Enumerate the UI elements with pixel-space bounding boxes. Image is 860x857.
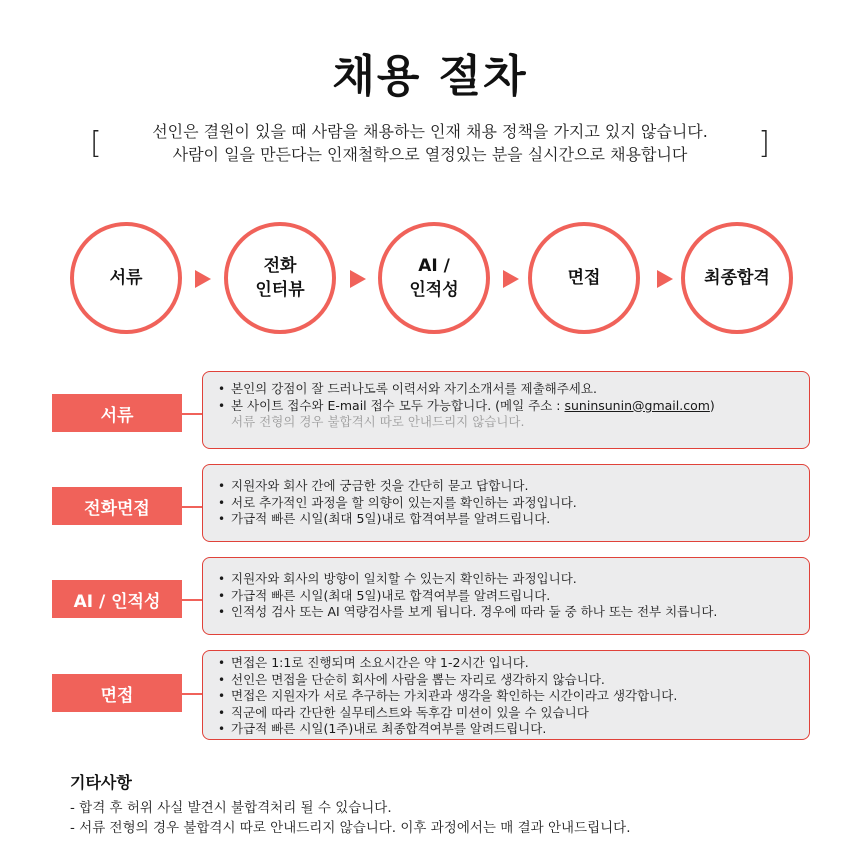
- bullet-icon: •: [218, 605, 226, 619]
- bullet-icon: •: [218, 382, 226, 396]
- bullet-icon: •: [218, 656, 226, 670]
- section-label: 면접: [52, 674, 182, 712]
- step-arrow-icon: [195, 270, 211, 288]
- bullet-icon: •: [218, 705, 226, 720]
- section-interview: [52, 650, 810, 740]
- step-circle-docs: [70, 222, 182, 334]
- detail-item: • 지원자와 회사 간에 궁금한 것을 간단히 묻고 답합니다.: [218, 478, 529, 493]
- detail-item: • 가급적 빠른 시일(1주)내로 최종합격여부를 알려드립니다.: [218, 721, 547, 736]
- detail-item: • 서로 추가적인 과정을 할 의향이 있는지를 확인하는 과정입니다.: [218, 494, 577, 510]
- connector-line: [182, 413, 202, 415]
- step-label: 면접: [567, 268, 601, 288]
- step-label: 인적성: [409, 280, 459, 300]
- detail-note: 서류 전형의 경우 불합격시 따로 안내드리지 않습니다.: [231, 414, 525, 429]
- connector-line: [182, 599, 202, 601]
- step-label: AI /: [418, 256, 450, 276]
- bullet-icon: •: [218, 495, 226, 510]
- bullet-icon: •: [218, 722, 226, 736]
- step-label: 서류: [109, 268, 143, 288]
- etc-list: [70, 798, 631, 838]
- step-circle-final: [681, 222, 793, 334]
- detail-item: • 직군에 따라 간단한 실무테스트와 독후감 미션이 있을 수 있습니다: [218, 704, 589, 720]
- section-phone: [52, 464, 810, 542]
- step-label: 전화: [263, 256, 297, 276]
- step-arrow-icon: [503, 270, 519, 288]
- process-steps: [0, 222, 860, 334]
- bullet-icon: •: [218, 588, 226, 603]
- step-arrow-icon: [350, 270, 366, 288]
- step-circle-interview: [528, 222, 640, 334]
- bullet-icon: •: [218, 572, 226, 586]
- etc-item: - 서류 전형의 경우 불합격시 따로 안내드리지 않습니다. 이후 과정에서는 매 결과 안내드립니다.: [70, 820, 631, 836]
- intro-line-2: 사람이 일을 만든다는 인재철학으로 열정있는 분을 실시간으로 채용합니다: [172, 145, 688, 164]
- section-ai: [52, 557, 810, 635]
- section-details-box: [202, 371, 810, 449]
- bullet-icon: •: [218, 689, 226, 703]
- section-details-box: [202, 557, 810, 635]
- intro-text: [112, 120, 748, 166]
- step-circle-ai: [378, 222, 490, 334]
- bullet-icon: •: [218, 398, 226, 413]
- connector-line: [182, 506, 202, 508]
- left-bracket: [: [90, 126, 102, 161]
- detail-item: • 본인의 강점이 잘 드러나도록 이력서와 자기소개서를 제출해주세요.: [218, 381, 597, 396]
- connector-line: [182, 693, 202, 695]
- detail-item: • 인적성 검사 또는 AI 역량검사를 보게 됩니다. 경우에 따라 둘 중 하나 또는 전부 치릅니다.: [218, 604, 718, 619]
- section-details-box: [202, 464, 810, 542]
- detail-item: • 가급적 빠른 시일(최대 5일)내로 합격여부를 알려드립니다.: [218, 511, 551, 526]
- bullet-icon: •: [218, 512, 226, 526]
- step-arrow-icon: [657, 270, 673, 288]
- detail-item: • 지원자와 회사의 방향이 일치할 수 있는지 확인하는 과정입니다.: [218, 571, 577, 586]
- step-label: 최종합격: [704, 268, 770, 288]
- section-label: AI / 인적성: [52, 580, 182, 618]
- intro-statement: [90, 120, 770, 168]
- section-label: 전화면접: [52, 487, 182, 525]
- step-circle-phone: [224, 222, 336, 334]
- section-label: 서류: [52, 394, 182, 432]
- detail-item: • 가급적 빠른 시일(최대 5일)내로 합격여부를 알려드립니다.: [218, 587, 551, 603]
- intro-line-1: 선인은 결원이 있을 때 사람을 채용하는 인재 채용 정책을 가지고 있지 않습니다.: [152, 122, 708, 141]
- section-docs: [52, 371, 810, 449]
- bullet-icon: •: [218, 672, 226, 687]
- etc-item: - 합격 후 허위 사실 발견시 불합격처리 될 수 있습니다.: [70, 800, 392, 816]
- detail-item: • 선인은 면접을 단순히 회사에 사람을 뽑는 자리로 생각하지 않습니다.: [218, 671, 605, 687]
- step-label: 인터뷰: [255, 280, 305, 300]
- page-title: 채용 절차: [332, 51, 528, 102]
- section-details-box: [202, 650, 810, 740]
- etc-title: 기타사항: [70, 773, 132, 792]
- detail-item: • 면접은 지원자가 서로 추구하는 가치관과 생각을 확인하는 시간이라고 생각합니다.: [218, 688, 678, 703]
- detail-item: • 본 사이트 접수와 E-mail 접수 모두 가능합니다. (메일 주소 : suninsunin@gmail.com): [218, 397, 715, 413]
- right-bracket: ]: [758, 126, 770, 161]
- detail-item: • 면접은 1:1로 진행되며 소요시간은 약 1-2시간 입니다.: [218, 655, 529, 670]
- email-link[interactable]: suninsunin@gmail.com: [564, 397, 710, 413]
- bullet-icon: •: [218, 479, 226, 493]
